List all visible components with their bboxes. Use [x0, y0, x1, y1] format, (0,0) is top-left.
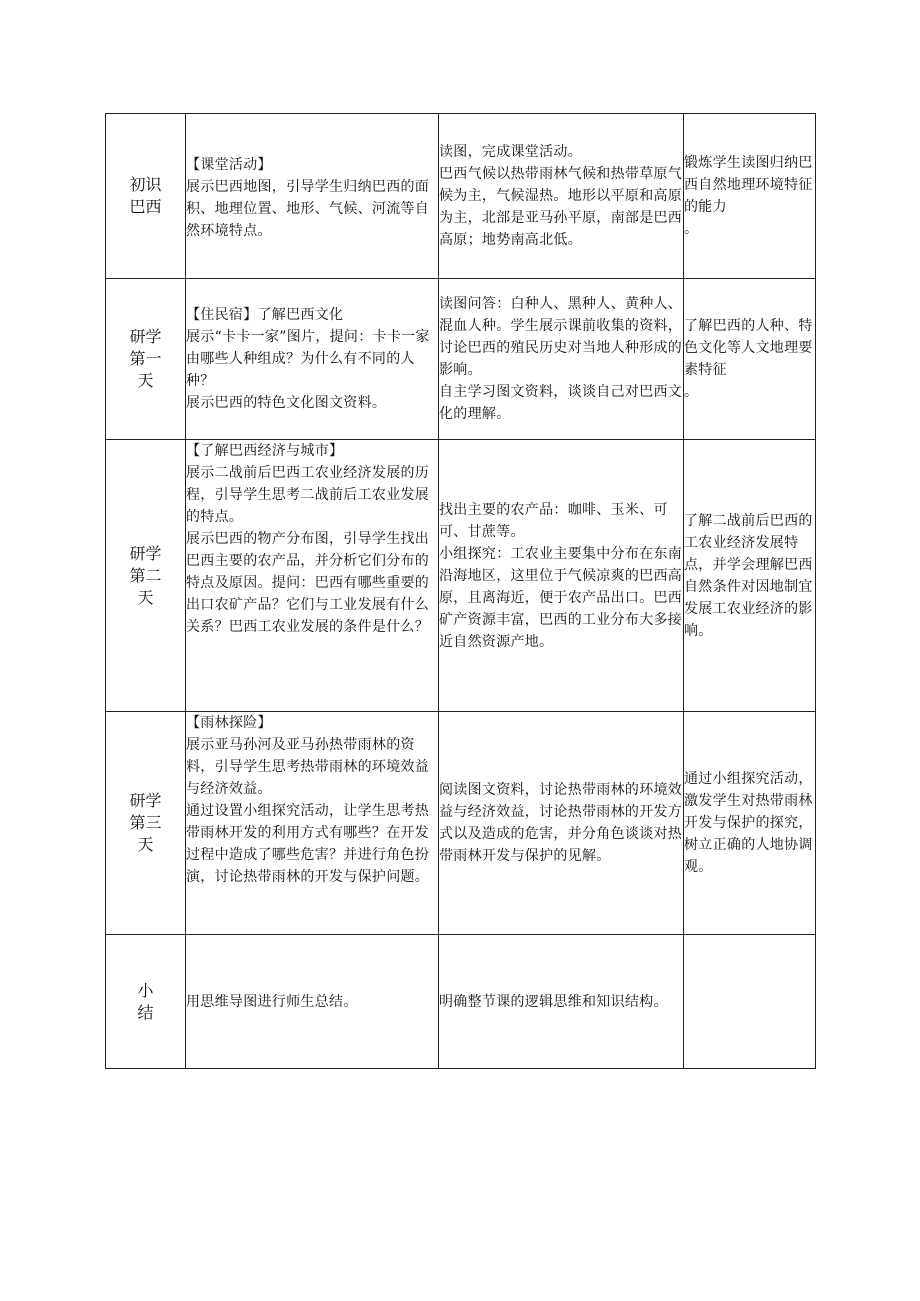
table-row [106, 279, 816, 440]
teacher-activity: 【住民宿】了解巴西文化 展示“卡卡一家”图片，提问：卡卡一家由哪些人种组成？为什么有不同的人种？ 展示巴西的特色文化图文资料。 [186, 279, 439, 440]
row-label-text: 研学第三天 [129, 791, 162, 854]
design-intent: 了解二战前后巴西的工农业经济发展特点，并学会理解巴西自然条件对因地制宜发展工农业经济的影响。 [684, 440, 816, 712]
teacher-activity: 用思维导图进行师生总结。 [186, 935, 439, 1069]
row-label [106, 935, 186, 1069]
table-row [106, 935, 816, 1069]
row-label-text: 初识巴西 [129, 175, 162, 216]
teacher-activity: 【课堂活动】 展示巴西地图，引导学生归纳巴西的面积、地理位置、地形、气候、河流等自然环境特点。 [186, 114, 439, 279]
lesson-plan-table [105, 113, 816, 1069]
row-label-text: 小结 [137, 980, 154, 1022]
design-intent [684, 935, 816, 1069]
table-row [106, 712, 816, 935]
row-label-text: 研学第二天 [129, 543, 162, 607]
teacher-activity: 【了解巴西经济与城市】 展示二战前后巴西工农业经济发展的历程，引导学生思考二战前后工农业发展的特点。 展示巴西的物产分布图，引导学生找出巴西主要的农产品，并分析它们分布的特点及原因。提问：巴西有哪些重要的出口农矿产品？它们与工业发展有什么关系？巴西工农业发展的条件是什么？ [186, 440, 439, 712]
row-label [106, 440, 186, 712]
table-row [106, 440, 816, 712]
student-activity: 阅读图文资料，讨论热带雨林的环境效益与经济效益，讨论热带雨林的开发方式以及造成的危害，并分角色谈谈对热带雨林开发与保护的见解。 [439, 712, 684, 935]
table-row [106, 114, 816, 279]
row-label [106, 712, 186, 935]
row-label-text: 研学第一天 [129, 327, 162, 390]
row-label [106, 114, 186, 279]
design-intent: 锻炼学生读图归纳巴西自然地理环境特征的能力 。 [684, 114, 816, 279]
design-intent: 了解巴西的人种、特色文化等人文地理要素特征 。 [684, 279, 816, 440]
design-intent: 通过小组探究活动，激发学生对热带雨林开发与保护的探究，树立正确的人地协调观。 [684, 712, 816, 935]
row-label [106, 279, 186, 440]
student-activity: 读图问答：白种人、黑种人、黄种人、混血人种。学生展示课前收集的资料，讨论巴西的殖民历史对当地人种形成的影响。 自主学习图文资料，谈谈自己对巴西文化的理解。 [439, 279, 684, 440]
student-activity: 读图，完成课堂活动。 巴西气候以热带雨林气候和热带草原气候为主，气候湿热。地形以平原和高原为主，北部是亚马孙平原，南部是巴西高原；地势南高北低。 [439, 114, 684, 279]
student-activity: 明确整节课的逻辑思维和知识结构。 [439, 935, 684, 1069]
teacher-activity: 【雨林探险】 展示亚马孙河及亚马孙热带雨林的资料，引导学生思考热带雨林的环境效益与经济效益。 通过设置小组探究活动，让学生思考热带雨林开发的利用方式有哪些？在开发过程中造成了哪些危害？并进行角色扮演，讨论热带雨林的开发与保护问题。 [186, 712, 439, 935]
student-activity: 找出主要的农产品：咖啡、玉米、可可、甘蔗等。 小组探究：工农业主要集中分布在东南沿海地区，这里位于气候凉爽的巴西高原，且离海近，便于农产品出口。巴西矿产资源丰富，巴西的工业分布大多接近自然资源产地。 [439, 440, 684, 712]
